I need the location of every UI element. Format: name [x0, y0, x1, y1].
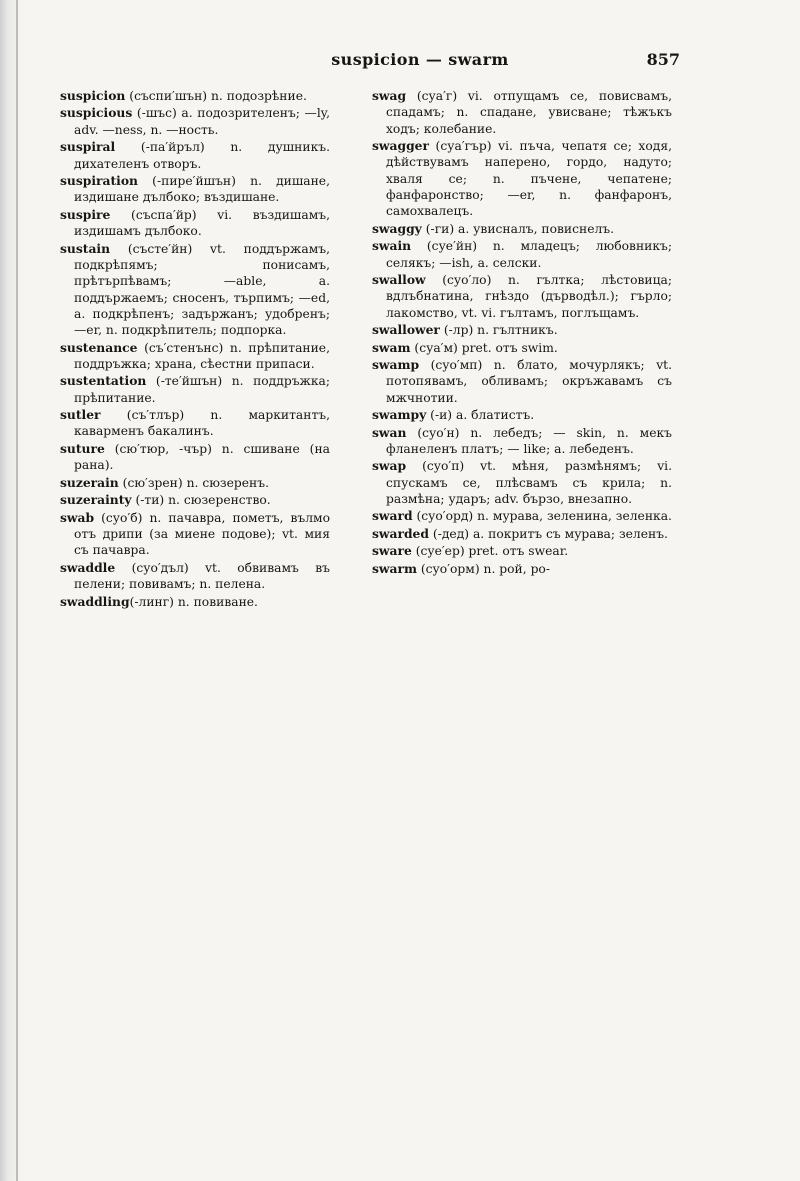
dictionary-entry [60, 407, 330, 440]
entry-headword: swaddling [60, 593, 130, 609]
dictionary-entry [372, 238, 672, 271]
entry-definition: (суо′мп) n. блато, мочурлякъ; vt. потопявамъ, обливамъ; окръжавамъ съ мжчнотии. [386, 358, 672, 405]
entry-definition: (-ги) a. увисналъ, повиснелъ. [421, 221, 615, 236]
entry-headword: sutler [60, 407, 101, 423]
entry-headword: swaddle [60, 559, 116, 575]
page-number: 857 [646, 50, 680, 69]
entry-definition: (сю′тюр, -чър) n. сшиване (на рана). [74, 441, 330, 473]
dictionary-entry [372, 458, 672, 507]
entry-headword: swan [372, 424, 407, 440]
dictionary-entry [60, 441, 330, 474]
entry-definition: (суо′п) vt. мѣня, размѣнямъ; vi. спускамъ се, плѣсвамъ съ крила; n. размѣна; ударъ; adv. бързо, внезапно. [386, 459, 672, 506]
dictionary-entry [372, 88, 672, 137]
entry-headword: sustenance [60, 339, 138, 355]
entry-definition: (суа′гър) vi. пъча, чепатя се; ходя, дѣйствувамъ наперено, гордо, надуто; хваля се; n. пъчене, чепатене; фанфаронство; —er, n. фанфаронъ, самохвалецъ. [386, 139, 672, 219]
dictionary-entry [372, 221, 672, 237]
entry-definition: (-ти) n. сюзеренство. [131, 493, 271, 508]
dictionary-entry [372, 357, 672, 406]
dictionary-entry [60, 105, 330, 138]
entry-headword: suzerain [60, 474, 119, 490]
entry-headword: swab [60, 509, 95, 525]
entry-definition: (състе′йн) vt. поддържамъ, подкрѣпямъ; понисамъ, прѣтърпѣвамъ; —able, a. поддържаемъ; сносенъ, търпимъ; —ed, a. подкрѣпенъ; задържанъ; удобренъ; —er, n. подкрѣпитель; подпорка. [74, 241, 330, 338]
entry-definition: (суо′орм) n. рой, ро- [416, 561, 550, 576]
entry-definition: (-шъс) a. подозрителенъ; —ly, adv. —ness, n. —ность. [74, 106, 330, 137]
entry-definition: (съспа′йр) vi. въздишамъ, издишамъ дълбоко. [74, 207, 330, 239]
dictionary-entry [60, 173, 330, 206]
entry-definition: (съ′тлър) n. маркитантъ, каварменъ бакалинъ. [74, 408, 330, 439]
entry-headword: swag [372, 88, 407, 103]
entry-definition: (-па′йръл) n. душникъ. дихателенъ отворъ. [74, 140, 330, 171]
entry-definition: (суа′г) vi. отпущамъ се, повисвамъ, спадамъ; n. спадане, увисване; тѣжъкъ ходъ; колебание. [386, 89, 672, 136]
dictionary-entry [372, 272, 672, 321]
entry-headword: suspiration [60, 173, 138, 189]
dictionary-entry [372, 425, 672, 458]
dictionary-entry [60, 373, 330, 406]
dictionary-entry [60, 207, 330, 240]
dictionary-entry [372, 322, 672, 338]
entry-headword: swallow [372, 272, 426, 288]
entry-headword: swain [372, 238, 412, 254]
entry-definition: (-линг) n. повиване. [129, 594, 258, 609]
entry-headword: swagger [372, 138, 429, 154]
dictionary-entry [372, 543, 672, 559]
binding-line [16, 0, 18, 1181]
book-binding-shadow [0, 0, 24, 1181]
entry-definition: (-те′йшън) n. поддръжка; прѣпитание. [74, 374, 330, 405]
entry-definition: (суе′ер) pret. отъ swear. [411, 544, 569, 559]
dictionary-entry [372, 526, 672, 542]
entry-headword: sware [372, 543, 412, 559]
entry-headword: swallower [372, 322, 440, 338]
dictionary-entry [60, 139, 330, 172]
left-column [60, 88, 330, 611]
entry-headword: sustain [60, 240, 111, 256]
entry-definition: (-и) a. блатистъ. [426, 408, 535, 423]
entry-headword: suzerainty [60, 492, 132, 508]
dictionary-entry [60, 88, 330, 104]
entry-headword: sustentation [60, 373, 147, 389]
entry-headword: swamp [372, 357, 420, 373]
entry-definition: (-дед) a. покритъ съ мурава; зеленъ. [428, 526, 668, 541]
dictionary-entry [372, 561, 672, 577]
entry-definition: (суо′ло) n. гълтка; лѣстовица; вдлъбнатина, гнѣздо (дърводѣл.); гърло; лакомство, vt. vi. гълтамъ, поглъщамъ. [386, 273, 672, 320]
entry-headword: sward [372, 508, 413, 524]
running-head: suspicion — swarm [331, 50, 509, 69]
entry-headword: swam [372, 339, 411, 355]
dictionary-entry [372, 138, 672, 219]
entry-definition: (суе′йн) n. младецъ; любовникъ; селякъ; —ish, a. селски. [386, 239, 672, 270]
entry-headword: suspicious [60, 105, 133, 121]
right-column [372, 88, 672, 578]
entry-definition: (суо′орд) n. мурава, зеленина, зеленка. [412, 509, 672, 524]
entry-definition: (суо′н) n. лебедъ; — skin, n. мекъ фланеленъ платъ; — like; a. лебеденъ. [386, 425, 672, 456]
page-header [60, 50, 680, 76]
dictionary-entry [60, 475, 330, 491]
entry-headword: swap [372, 458, 407, 474]
entry-definition: (съспи′шън) n. подозрѣние. [125, 89, 307, 103]
entry-definition: (-лр) n. гълтникъ. [439, 323, 558, 338]
entry-headword: swarm [372, 560, 417, 576]
entry-headword: suspire [60, 206, 111, 222]
dictionary-entry [60, 492, 330, 508]
dictionary-entry [60, 510, 330, 559]
entry-definition: (сю′зрен) n. сюзеренъ. [118, 475, 269, 490]
entry-headword: swaggy [372, 220, 422, 236]
entry-headword: suspiral [60, 139, 116, 155]
dictionary-entry [372, 340, 672, 356]
entry-headword: suture [60, 440, 105, 456]
entry-definition: (-пире′йшън) n. дишане, издишане дълбоко; въздишане. [74, 174, 330, 205]
dictionary-entry [60, 560, 330, 593]
dictionary-entry [60, 340, 330, 373]
entry-headword: suspicion [60, 88, 126, 103]
dictionary-entry [372, 407, 672, 423]
entry-definition: (суа′м) pret. отъ swim. [410, 340, 558, 355]
dictionary-entry [372, 508, 672, 524]
dictionary-entry [60, 241, 330, 339]
entry-definition: (съ′стенънс) n. прѣпитание, поддръжка; храна, сѣестни припаси. [74, 340, 330, 371]
entry-headword: swarded [372, 525, 429, 541]
entry-definition: (суо′б) n. пачавра, пометъ, вълмо отъ дрипи (за миене подове); vt. мия съ пачавра. [74, 510, 330, 558]
entry-headword: swampy [372, 407, 427, 423]
entry-definition: (суо′дъл) vt. обвивамъ въ пелени; повивамъ; n. пелена. [74, 560, 330, 592]
dictionary-entry [60, 594, 330, 610]
